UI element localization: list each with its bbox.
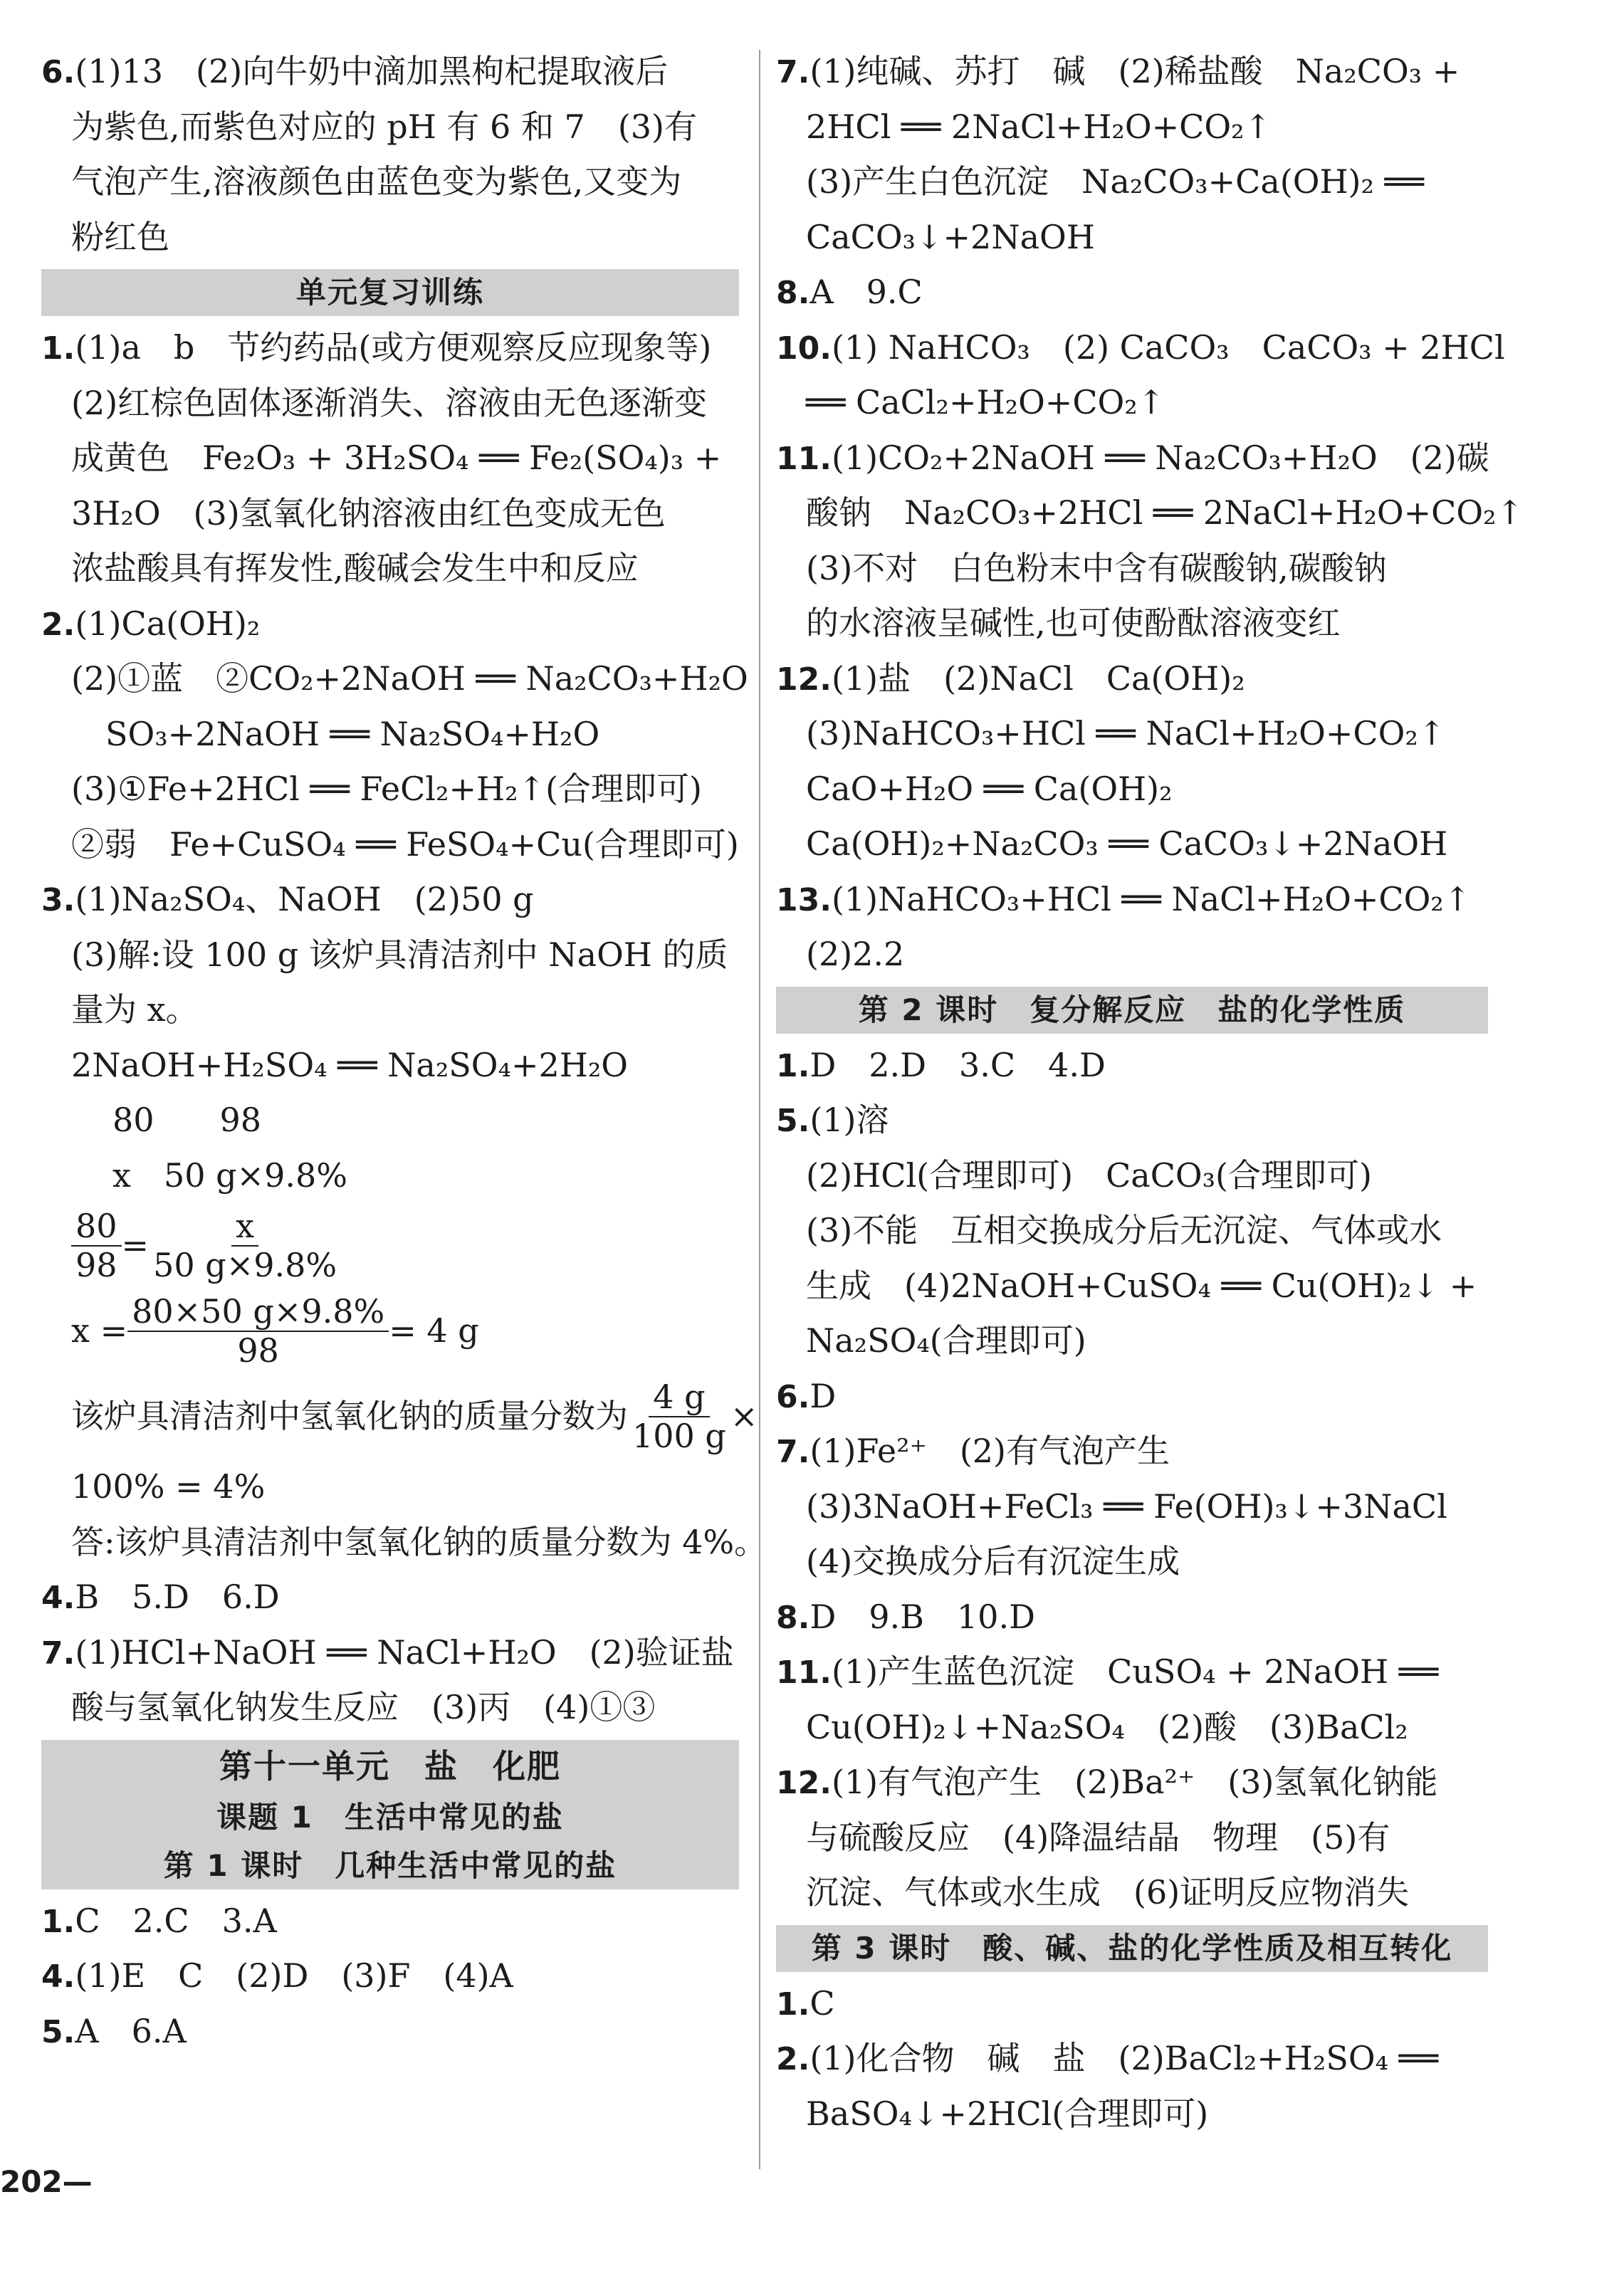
answer-line: 酸与氢氧化钠发生反应 (3)丙 (4)①③ — [71, 1688, 656, 1726]
answer-line: 11.(1)CO₂+2NaOH ══ Na₂CO₃+H₂O (2)碳 — [776, 438, 1489, 477]
question-number: 8. — [776, 1599, 810, 1636]
answer-line: 4.(1)E C (2)D (3)F (4)A — [41, 1956, 513, 1995]
fraction-numerator: x — [231, 1207, 258, 1247]
ratio-line: x 50 g×9.8% — [112, 1155, 347, 1195]
fraction-denominator: 98 — [75, 1246, 117, 1284]
answer-line: Ca(OH)₂+Na₂CO₃ ══ CaCO₃↓+2NaOH — [806, 824, 1448, 863]
multiply-sign: × — [730, 1397, 758, 1436]
answer-line: (2)红棕色固体逐渐消失、溶液由无色逐渐变 — [71, 383, 708, 422]
fraction-denominator: 98 — [237, 1331, 279, 1370]
lesson-heading: 第 1 课时 几种生活中常见的盐 — [41, 1842, 739, 1889]
answer-line: Cu(OH)₂↓+Na₂SO₄ (2)酸 (3)BaCl₂ — [806, 1707, 1408, 1746]
answer-line: ②弱 Fe+CuSO₄ ══ FeSO₄+Cu(合理即可) — [71, 824, 739, 864]
unit-heading: 第十一单元 盐 化肥 — [41, 1740, 739, 1793]
answer-line: 浓盐酸具有挥发性,酸碱会发生中和反应 — [71, 549, 639, 587]
answer-line: 7.(1)HCl+NaOH ══ NaCl+H₂O (2)验证盐 — [41, 1632, 734, 1672]
solution-equation — [41, 1289, 739, 1374]
answer-line: 与硫酸反应 (4)降温结晶 物理 (5)有 — [806, 1818, 1390, 1857]
answer-line: 7.(1)纯碱、苏打 碱 (2)稀盐酸 Na₂CO₃ + — [776, 52, 1460, 90]
left-column — [41, 44, 768, 2212]
answer-line: 答:该炉具清洁剂中氢氧化钠的质量分数为 4%。 — [71, 1522, 768, 1561]
fraction — [127, 1293, 389, 1370]
equation-lhs: x = — [71, 1311, 128, 1351]
answer-line: ══ CaCl₂+H₂O+CO₂↑ — [806, 383, 1165, 421]
question-number: 12. — [776, 661, 832, 698]
fraction-numerator: 4 g — [649, 1378, 709, 1417]
question-number: 10. — [776, 330, 832, 367]
answer-line: 13.(1)NaHCO₃+HCl ══ NaCl+H₂O+CO₂↑ — [776, 879, 1472, 918]
answer-line: 100% = 4% — [71, 1467, 266, 1506]
answer-line: Na₂SO₄(合理即可) — [806, 1321, 1086, 1360]
answer-line: 量为 x。 — [71, 990, 199, 1029]
right-column — [776, 44, 1524, 2212]
question-number: 1. — [41, 330, 75, 367]
answer-line: 3H₂O (3)氢氧化钠溶液由红色变成无色 — [71, 493, 666, 533]
lesson-heading: 第 3 课时 酸、碱、盐的化学性质及相互转化 — [776, 1925, 1488, 1972]
answer-line: 2.(1)Ca(OH)₂ — [41, 604, 261, 643]
question-number: 3. — [41, 882, 75, 918]
question-number: 8. — [776, 275, 810, 311]
answer-line: 10.(1) NaHCO₃ (2) CaCO₃ CaCO₃ + 2HCl — [776, 327, 1505, 367]
answer-line: 4.B 5.D 6.D — [41, 1578, 280, 1616]
answer-line: 为紫色,而紫色对应的 pH 有 6 和 7 (3)有 — [71, 107, 697, 146]
answer-line: 11.(1)产生蓝色沉淀 CuSO₄ + 2NaOH ══ — [776, 1652, 1439, 1691]
ratio-line: 80 98 — [112, 1101, 262, 1139]
question-number: 11. — [776, 1654, 832, 1691]
question-number: 7. — [41, 1635, 75, 1672]
answer-line: 5.A 6.A — [41, 2011, 187, 2050]
answer-line: 2.(1)化合物 碱 盐 (2)BaCl₂+H₂SO₄ ══ — [776, 2039, 1439, 2077]
question-number: 11. — [776, 440, 832, 477]
answer-text: 该炉具清洁剂中氢氧化钠的质量分数为 — [71, 1397, 628, 1436]
question-number: 13. — [776, 881, 832, 918]
answer-line: 12.(1)有气泡产生 (2)Ba²⁺ (3)氢氧化钠能 — [776, 1763, 1438, 1801]
answer-line: CaO+H₂O ══ Ca(OH)₂ — [806, 769, 1173, 808]
answer-line: (3)解:设 100 g 该炉具清洁剂中 NaOH 的质 — [71, 935, 728, 974]
question-number: 4. — [41, 1580, 75, 1616]
answer-line: SO₃+2NaOH ══ Na₂SO₄+H₂O — [105, 714, 600, 753]
fraction-numerator: 80 — [71, 1207, 122, 1247]
answer-line: (3)产生白色沉淀 Na₂CO₃+Ca(OH)₂ ══ — [806, 162, 1424, 201]
equals-sign: = — [121, 1226, 150, 1265]
answer-line: 1.C — [776, 1983, 835, 2023]
answer-line: (3)NaHCO₃+HCl ══ NaCl+H₂O+CO₂↑ — [806, 714, 1446, 752]
answer-line: BaSO₄↓+2HCl(合理即可) — [806, 2094, 1209, 2133]
answer-line: 沉淀、气体或水生成 (6)证明反应物消失 — [806, 1873, 1410, 1911]
answer-line: 8.D 9.B 10.D — [776, 1597, 1035, 1636]
answer-line: CaCO₃↓+2NaOH — [806, 217, 1095, 256]
answer-line: 2HCl ══ 2NaCl+H₂O+CO₂↑ — [806, 107, 1272, 146]
question-number: 12. — [776, 1765, 832, 1801]
topic-heading: 课题 1 生活中常见的盐 — [41, 1793, 739, 1842]
answer-line: 8.A 9.C — [776, 273, 923, 311]
equation-rhs: = 4 g — [389, 1311, 479, 1351]
question-number: 6. — [776, 1378, 810, 1415]
question-number: 2. — [776, 2041, 810, 2077]
fraction-denominator: 100 g — [632, 1417, 726, 1455]
answer-line: 成黄色 Fe₂O₃ + 3H₂SO₄ ══ Fe₂(SO₄)₃ + — [71, 439, 722, 477]
answer-line: (2)HCl(合理即可) CaCO₃(合理即可) — [806, 1155, 1372, 1195]
fraction-numerator: 80×50 g×9.8% — [127, 1293, 389, 1332]
question-number: 1. — [41, 1903, 75, 1940]
answer-line: (4)交换成分后有沉淀生成 — [806, 1542, 1180, 1580]
answer-line: 1.(1)a b 节约药品(或方便观察反应现象等) — [41, 328, 712, 367]
fraction — [149, 1207, 341, 1284]
answer-line: 7.(1)Fe²⁺ (2)有气泡产生 — [776, 1432, 1170, 1470]
proportion-equation — [41, 1203, 739, 1289]
answer-line: (2)2.2 — [806, 935, 905, 973]
answer-line: (3)①Fe+2HCl ══ FeCl₂+H₂↑(合理即可) — [71, 770, 702, 808]
answer-line: 1.D 2.D 3.C 4.D — [776, 1045, 1106, 1084]
answer-line: (3)不能 互相交换成分后无沉淀、气体或水 — [806, 1211, 1442, 1249]
equation-line: 2NaOH+H₂SO₄ ══ Na₂SO₄+2H₂O — [71, 1045, 629, 1084]
question-number: 2. — [41, 606, 75, 643]
answer-line: 1.C 2.C 3.A — [41, 1901, 277, 1940]
answer-line: 5.(1)溶 — [776, 1101, 889, 1139]
answer-line: 酸钠 Na₂CO₃+2HCl ══ 2NaCl+H₂O+CO₂↑ — [806, 493, 1524, 532]
page-number: 202— — [0, 2164, 93, 2199]
question-number: 6. — [41, 54, 75, 90]
question-number: 5. — [776, 1103, 810, 1139]
fraction — [628, 1378, 730, 1455]
answer-line: 6.(1)13 (2)向牛奶中滴加黑枸杞提取液后 — [41, 52, 669, 90]
question-number: 4. — [41, 1958, 75, 1995]
answer-line: (2)①蓝 ②CO₂+2NaOH ══ Na₂CO₃+H₂O — [71, 659, 748, 698]
section-heading-unit-review: 单元复习训练 — [41, 269, 739, 316]
column-divider — [759, 50, 760, 2169]
question-number: 7. — [776, 1434, 810, 1470]
answer-line: 3.(1)Na₂SO₄、NaOH (2)50 g — [41, 880, 534, 918]
question-number: 1. — [776, 1986, 810, 2023]
answer-line: (3)不对 白色粉末中含有碳酸钠,碳酸钠 — [806, 548, 1387, 587]
fraction — [71, 1207, 122, 1284]
fraction-denominator: 50 g×9.8% — [153, 1246, 337, 1284]
answer-line: 粉红色 — [71, 217, 169, 256]
answer-line: 12.(1)盐 (2)NaCl Ca(OH)₂ — [776, 659, 1245, 698]
mass-fraction-line — [41, 1374, 758, 1459]
question-number: 1. — [776, 1047, 810, 1084]
answer-line: 6.D — [776, 1376, 837, 1415]
question-number: 7. — [776, 54, 810, 90]
answer-line: 生成 (4)2NaOH+CuSO₄ ══ Cu(OH)₂↓ + — [806, 1266, 1477, 1305]
answer-line: (3)3NaOH+FeCl₃ ══ Fe(OH)₃↓+3NaCl — [806, 1486, 1447, 1526]
question-number: 5. — [41, 2013, 75, 2050]
lesson-heading: 第 2 课时 复分解反应 盐的化学性质 — [776, 987, 1488, 1034]
answer-line: 气泡产生,溶液颜色由蓝色变为紫色,又变为 — [71, 162, 682, 201]
answer-line: 的水溶液呈碱性,也可使酚酞溶液变红 — [806, 604, 1341, 642]
